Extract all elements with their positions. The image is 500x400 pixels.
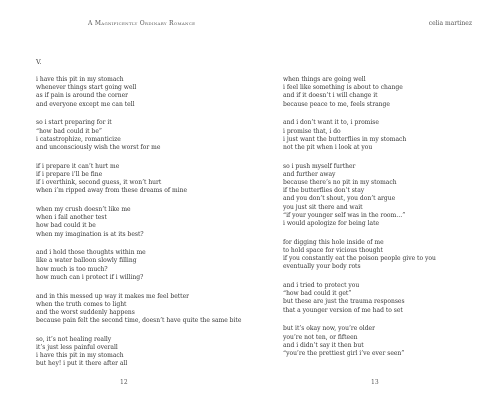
poem-line: i just want the butterflies in my stomach: [283, 135, 407, 143]
poem-line: when things are going well: [283, 76, 366, 83]
poem-line: you just sit there and wait: [283, 203, 363, 211]
author-header: celia martinez: [428, 20, 472, 27]
poem-line: not the pit when i look at you: [283, 143, 373, 151]
poem-line: for digging this hole inside of me: [283, 238, 384, 246]
poem-line: if you constantly eat the poison people give to you: [283, 255, 436, 263]
poem-line: when i’m ripped away from these dreams of mine: [36, 187, 188, 195]
poem-line: i feel like something is about to change: [283, 84, 403, 92]
poem-line: when i fail another test: [36, 214, 107, 222]
poem-line: eventually your body rots: [283, 263, 361, 271]
poem-line: how much can i protect if i willing?: [36, 273, 144, 281]
poem-line: so i push myself further: [283, 162, 356, 170]
poem-line: as if pain is around the corner: [36, 92, 129, 100]
poem-line: to hold space for vicious thought: [283, 246, 383, 254]
stanza: [283, 119, 473, 152]
poem-line: and i hold those thoughts within me: [36, 249, 146, 257]
poem-line: and you don’t shout, you don’t argue: [283, 195, 396, 203]
poem-line: but it’s okay now, you’re older: [283, 325, 375, 333]
right-page-number: 13: [371, 379, 379, 386]
poem-line: if the butterflies don’t stay: [283, 187, 365, 195]
poem-line: how much is too much?: [36, 265, 108, 273]
poem-line: i have this pit in my stomach: [36, 76, 124, 83]
poem-line: “how bad could it be”: [36, 127, 102, 135]
poem-line: because peace to me, feels strange: [283, 100, 390, 108]
poem-line: like a water balloon slowly filling: [36, 257, 137, 265]
right-page-poem: [283, 76, 473, 369]
poem-line: and unconsciously wish the worst for me: [36, 143, 161, 151]
poem-line: that a younger version of me had to set: [283, 306, 403, 314]
stanza: [36, 163, 226, 196]
poem-line: so, it’s not healing really: [36, 335, 112, 343]
left-page-number: 12: [120, 379, 128, 386]
poem-line: but hey! i put it there after all: [36, 360, 128, 368]
left-page-poem: [36, 76, 242, 379]
poem-line: and the worst suddenly happens: [36, 308, 135, 316]
stanza: [283, 239, 473, 272]
stanza: [36, 76, 226, 109]
poem-line: how bad could it be: [36, 222, 96, 230]
stanza: [36, 206, 226, 239]
poem-line: and if it doesn’t i will change it: [283, 92, 378, 100]
stanza: [283, 163, 473, 229]
poem-line: so i start preparing for it: [36, 119, 112, 127]
poem-line: because there’s no pit in my stomach: [283, 179, 397, 187]
poem-line: it’s just less painful overall: [36, 344, 118, 352]
poem-line: if i overthink, second guess, it won’t hurt: [36, 179, 162, 187]
poem-line: “if your younger self was in the room…”: [283, 211, 406, 219]
poem-line: and further away: [283, 170, 336, 178]
poem-line: you’re not ten, or fifteen: [283, 333, 358, 341]
poem-line: if i prepare i’ll be fine: [36, 170, 103, 178]
poem-line: when my imagination is at its best?: [36, 230, 144, 238]
poem-line: whenever things start going well: [36, 84, 137, 92]
poem-line: “you’re the prettiest girl i’ve ever seen”: [283, 349, 405, 357]
stanza: [36, 249, 226, 282]
poem-line: and everyone except me can tell: [36, 100, 135, 108]
stanza: [283, 282, 473, 315]
stanza: [36, 336, 226, 369]
poem-line: and i didn’t say it then but: [283, 341, 364, 349]
poem-line: when the truth comes to light: [36, 300, 127, 308]
poem-line: and i don’t want it to, i promise: [283, 119, 379, 127]
poem-line: and in this messed up way it makes me feel better: [36, 292, 189, 300]
poem-line: if i prepare it can’t hurt me: [36, 162, 120, 170]
poem-line: i promise that, i do: [283, 127, 341, 135]
poem-line: when my crush doesn’t like me: [36, 205, 131, 213]
book-title-header: A Magnificently Ordinary Romance: [88, 20, 196, 27]
section-number: V.: [36, 58, 42, 66]
stanza: [36, 119, 226, 152]
stanza: [283, 76, 473, 109]
poem-line: and i tried to protect you: [283, 282, 360, 290]
stanza: [283, 325, 473, 358]
poem-line: i would apologize for being late: [283, 220, 380, 228]
stanza: [36, 292, 242, 326]
poem-line: “how bad could it get”: [283, 290, 352, 298]
poem-line: because pain felt the second time, doesn’t have quite the same bite: [36, 317, 242, 325]
poem-line: but these are just the trauma responses: [283, 298, 405, 306]
poem-line: i catastrophize, romanticize: [36, 135, 121, 143]
poem-line: i have this pit in my stomach: [36, 352, 124, 360]
